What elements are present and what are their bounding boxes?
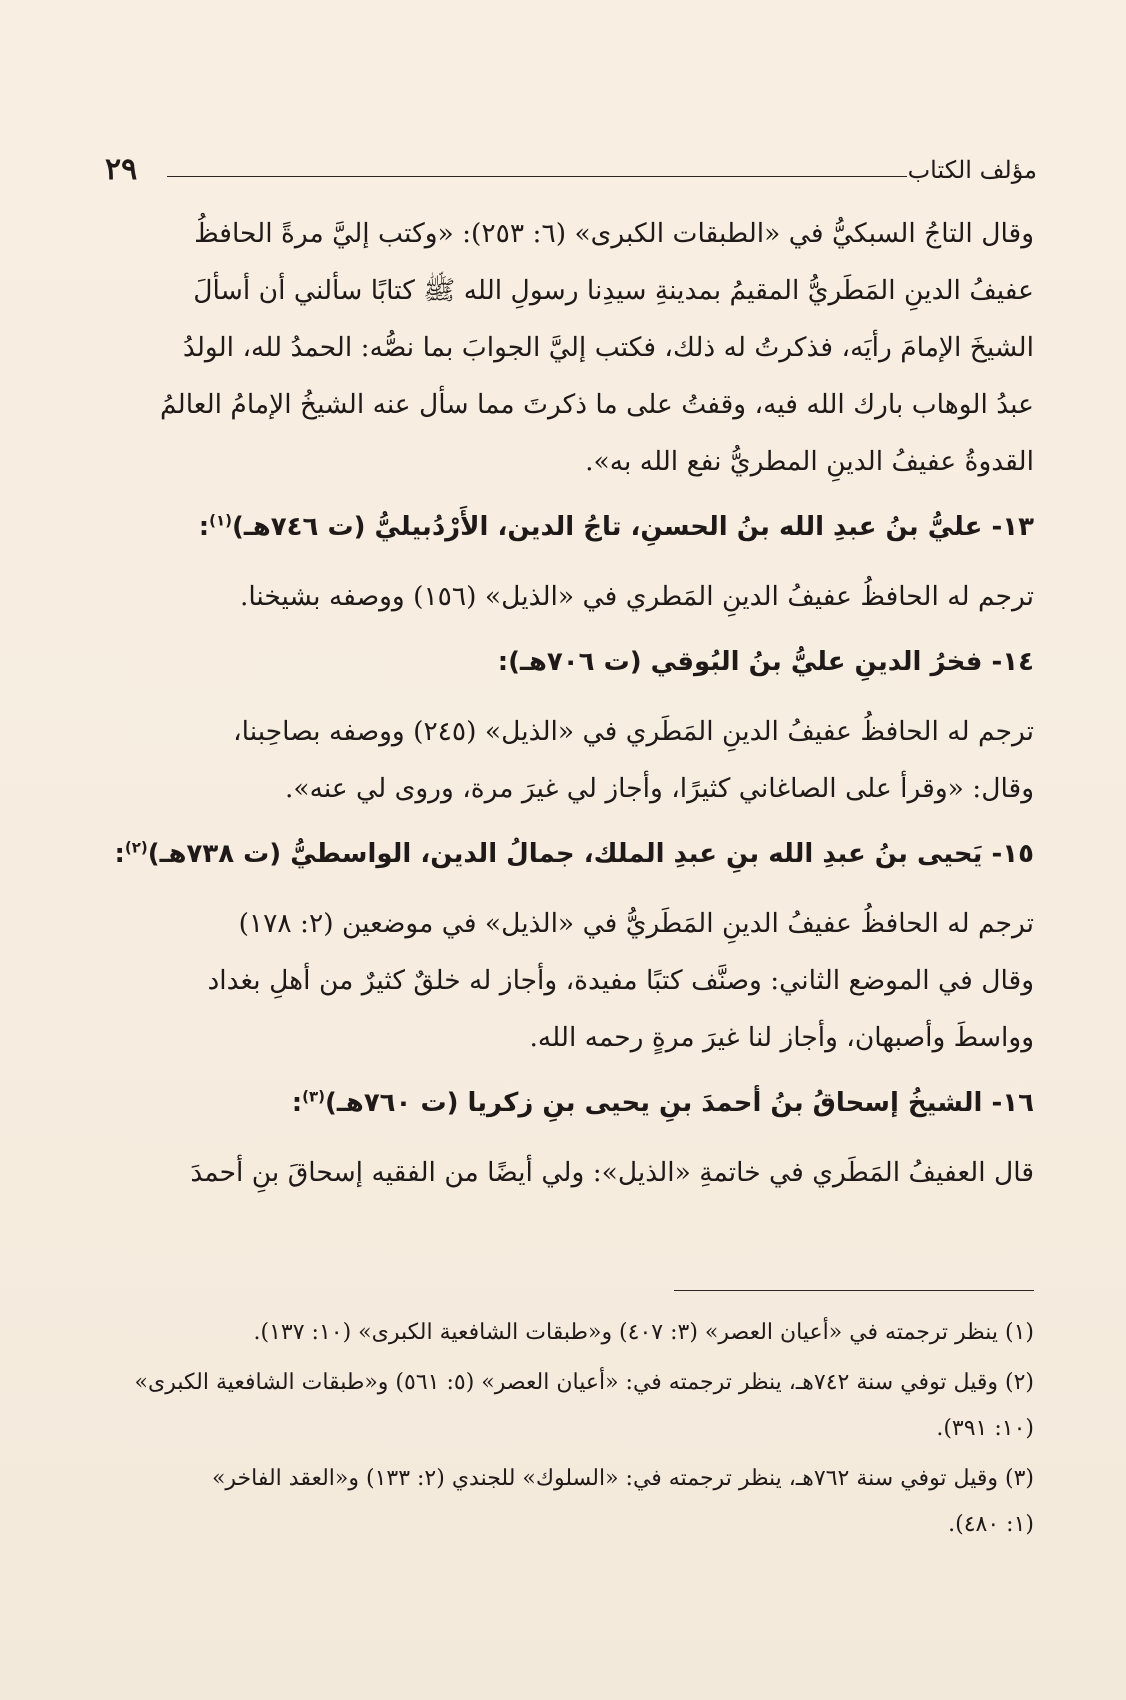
footnote-ref-2[interactable]: (٢) (124, 838, 148, 857)
footnote-ref-3[interactable]: (٣) (302, 1087, 326, 1106)
text-line: وقال: «وقرأ على الصاغاني كثيرًا، وأجاز لي غيرَ مرة، وروى لي عنه». (284, 773, 1034, 804)
text-line: وقال في الموضع الثاني: وصنَّف كتبًا مفيدة، وأجاز له خلقٌ كثيرٌ من أهلِ بغداد (207, 965, 1034, 996)
entry-text-16: قال العفيفُ المَطَري في خاتمةِ «الذيل»: ولي أيضًا من الفقيه إسحاقَ بنِ أحمدَ (190, 1157, 1034, 1188)
text-line: عبدُ الوهاب بارك الله فيه، وقفتُ على ما ذكرتَ مما سأل عنه الشيخُ الإمامُ العالمُ (160, 389, 1034, 420)
footnote-separator (674, 1290, 1034, 1291)
entry-text-14 (100, 703, 1034, 817)
page-number: ٢٩ (105, 152, 138, 187)
paragraph-subki-quote (100, 205, 1034, 490)
footnote-ref-1[interactable]: (١) (209, 511, 232, 530)
text-line: الشيخَ الإمامَ رأيَه، فذكرتُ له ذلك، فكتب إليَّ الجوابَ بما نصُّه: الحمدُ لله، الولدُ (182, 332, 1034, 363)
entry-text-15 (100, 895, 1034, 1066)
text-line: ترجم له الحافظُ عفيفُ الدينِ المَطَريُّ في «الذيل» في موضعين (٢: ١٧٨) (238, 908, 1034, 939)
footnote-1: (١) ينظر ترجمته في «أعيان العصر» (٣: ٤٠٧) و«طبقات الشافعية الكبرى» (١٠: ١٣٧). (253, 1320, 1034, 1345)
entry-heading-14: ١٤- فخرُ الدينِ عليُّ بنُ البُوقي (ت ٧٠٦هـ): (497, 647, 1034, 677)
footnote-2: (٢) وقيل توفي سنة ٧٤٢هـ، ينظر ترجمته في: «أعيان العصر» (٥: ٥٦١) و«طبقات الشافعية الكبرى» (١٠: ٣٩١). (134, 1370, 1034, 1441)
text-line: القدوةُ عفيفُ الدينِ المطريُّ نفع الله به». (585, 446, 1034, 477)
header-rule (167, 176, 907, 177)
footnote-3: (٣) وقيل توفي سنة ٧٦٢هـ، ينظر ترجمته في: «السلوك» للجندي (٢: ١٣٣) و«العقد الفاخر» (١: ٤٨٠). (211, 1466, 1034, 1537)
text-line: عفيفُ الدينِ المَطَريُّ المقيمُ بمدينةِ سيدِنا رسولِ الله ﷺ كتابًا سألني أن أسألَ (193, 275, 1034, 306)
text-line: وواسطَ وأصبهان، وأجاز لنا غيرَ مرةٍ رحمه الله. (529, 1022, 1034, 1053)
entry-heading-13: ١٣- عليُّ بنُ عبدِ الله بنُ الحسنِ، تاجُ الدين، الأَرْدُبيليُّ (ت ٧٤٦هـ)$^{(١)}$: (198, 511, 1034, 542)
text-line: وقال التاجُ السبكيُّ في «الطبقات الكبرى» (٦: ٢٥٣): «وكتب إليَّ مرةً الحافظُ (194, 218, 1034, 249)
text-line: ترجم له الحافظُ عفيفُ الدينِ المَطَري في «الذيل» (٢٤٥) ووصفه بصاحِبنا، (233, 716, 1034, 747)
body-text (100, 205, 1034, 1210)
page-header (105, 152, 1037, 192)
footnotes (100, 1310, 1034, 1552)
running-title: مؤلف الكتاب (907, 156, 1037, 184)
entry-text-13: ترجم له الحافظُ عفيفُ الدينِ المَطري في «الذيل» (١٥٦) ووصفه بشيخنا. (239, 581, 1034, 612)
entry-heading-15: ١٥- يَحيى بنُ عبدِ الله بنِ عبدِ الملك، جمالُ الدين، الواسطيُّ (ت ٧٣٨هـ)$^{(٢)}$: (114, 838, 1034, 869)
entry-heading-16: ١٦- الشيخُ إسحاقُ بنُ أحمدَ بنِ يحيى بنِ زكريا (ت ٧٦٠هـ)$^{(٣)}$: (291, 1087, 1034, 1118)
